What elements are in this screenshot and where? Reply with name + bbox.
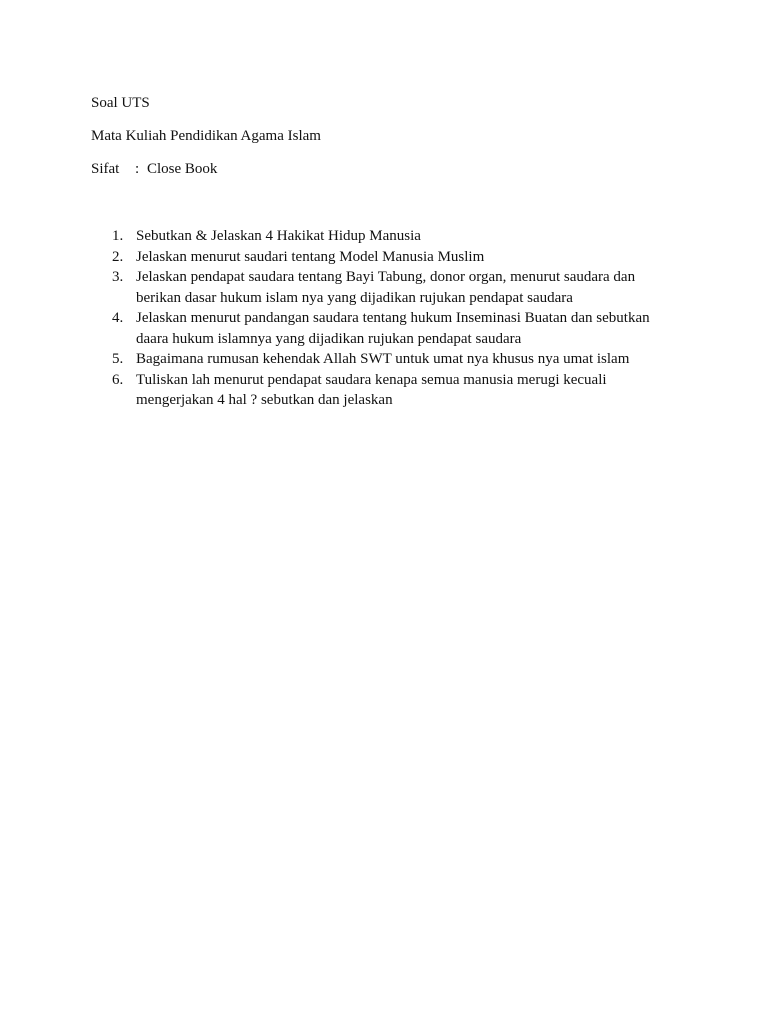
question-number: 4. xyxy=(112,310,124,326)
question-number: 3. xyxy=(112,269,124,285)
question-number: 6. xyxy=(112,371,124,388)
question-text: Tuliskan lah menurut pendapat saudara kenapa semua manusia merugi kecuali mengerjakan 4 hal ? sebutkan dan jelaskan xyxy=(136,371,607,408)
question-list xyxy=(100,226,680,411)
question-text: Jelaskan menurut saudari tentang Model Manusia Muslim xyxy=(136,248,485,265)
list-item xyxy=(100,308,680,349)
list-item xyxy=(100,370,680,411)
question-number: 2. xyxy=(112,248,124,265)
question-text: Sebutkan & Jelaskan 4 Hakikat Hidup Manusia xyxy=(136,228,421,244)
exam-type-line xyxy=(91,160,217,178)
question-text: Bagaimana rumusan kehendak Allah SWT untuk umat nya khusus nya umat islam xyxy=(136,351,630,367)
list-item xyxy=(100,349,680,370)
sifat-colon: : xyxy=(135,161,140,177)
question-number: 1. xyxy=(112,228,124,244)
question-text: Jelaskan pendapat saudara tentang Bayi Tabung, donor organ, menurut saudara dan berikan dasar hukum islam nya yang dijadikan rujukan pendapat saudara xyxy=(136,269,636,306)
document-title: Soal UTS xyxy=(91,95,150,111)
list-item xyxy=(100,226,680,247)
sifat-label: Sifat xyxy=(91,161,120,177)
question-text: Jelaskan menurut pandangan saudara tentang hukum Inseminasi Buatan dan sebutkan daara hukum islamnya yang dijadikan rujukan pendapat saudara xyxy=(136,310,650,347)
course-name: Mata Kuliah Pendidikan Agama Islam xyxy=(91,128,321,144)
question-number: 5. xyxy=(112,351,124,367)
sifat-value: Close Book xyxy=(147,161,218,177)
list-item xyxy=(100,267,680,308)
list-item xyxy=(100,247,680,268)
